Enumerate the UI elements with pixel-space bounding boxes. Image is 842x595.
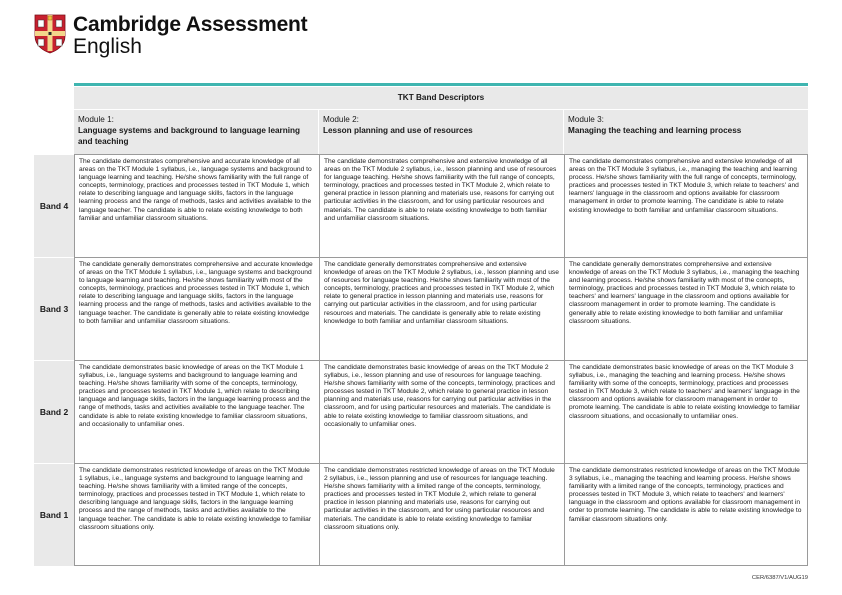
descriptor-cell: The candidate demonstrates basic knowledge of areas on the TKT Module 3 syllabus, i.e., managing the teaching and learning process. He/she shows familiarity with some of the concepts, terminology, practices and processes tested in TKT Module 3, which relate to teachers' and learners' language in the classroom and options available for classroom management in order to promote learning. The candidate is able to relate existing knowledge to familiar classroom situations, and occasionally to unfamiliar ones. xyxy=(564,360,808,463)
band-label: Band 2 xyxy=(34,360,74,463)
table-title-row xyxy=(34,87,808,110)
descriptor-cell: The candidate generally demonstrates comprehensive and accurate knowledge of areas on the TKT Module 1 syllabus, i.e., language systems and background to language learning and teaching. He/she shows familiarity with most of the concepts, terminology, practices and processes tested in TKT Module 1, which relate to describing language and language skills, factors in the language learning process and the range of methods, tasks and activities available to the language teacher. The candidate is generally able to relate existing knowledge to both familiar and unfamiliar classroom situations. xyxy=(74,257,319,360)
module-1-header xyxy=(74,110,319,154)
band-label: Band 4 xyxy=(34,154,74,257)
descriptor-cell: The candidate demonstrates restricted knowledge of areas on the TKT Module 1 syllabus, i.e., language systems and background to language learning and teaching. He/she shows familiarity with a limited range of the concepts, terminology, practices and processes tested in TKT Module 1, which relate to describing language and language skills, factors in the language learning process and the range of methods, tasks and activities available to the language teacher. The candidate is able to relate existing knowledge to familiar classroom situations only. xyxy=(74,463,319,566)
descriptor-cell: The candidate generally demonstrates comprehensive and extensive knowledge of areas on the TKT Module 3 syllabus, i.e., managing the teaching and learning process. He/she shows familiarity with most of the concepts, terminology, practices and processes tested in TKT Module 3, which relate to teachers' and learners' language in the classroom and options available for classroom management in order to promote learning. The candidate is generally able to relate existing knowledge to both familiar and unfamiliar classroom situations. xyxy=(564,257,808,360)
module-2-header xyxy=(319,110,564,154)
descriptor-cell: The candidate demonstrates restricted knowledge of areas on the TKT Module 3 syllabus, i.e., managing the teaching and learning process. He/she shows familiarity with a limited range of the concepts, terminology, practices and processes tested in TKT Module 3, which relate to teachers' and learners' language in the classroom and options available for classroom management in order to promote learning. The candidate is able to relate existing knowledge to familiar classroom situations only. xyxy=(564,463,808,566)
module-2-name: Module 2: xyxy=(323,115,359,124)
brand-logo xyxy=(34,14,307,57)
document-reference: CER/6387/V1/AUG19 xyxy=(751,575,808,581)
band-descriptors-table xyxy=(34,87,808,566)
descriptor-cell: The candidate demonstrates comprehensive and accurate knowledge of all areas on the TKT Module 1 syllabus, i.e., language systems and background to language learning and teaching. He/she shows familiarity with the full range of concepts, terminology, practices and processes tested in TKT Module 1, which relate to describing language and language skills, factors in the language learning process and the range of methods, tasks and activities available to the language teacher. The candidate is able to relate existing knowledge to both familiar and unfamiliar classroom situations. xyxy=(74,154,319,257)
descriptor-cell: The candidate demonstrates basic knowledge of areas on the TKT Module 2 syllabus, i.e., lesson planning and use of resources for language teaching. He/she shows familiarity with some of the concepts, terminology, practices and processes tested in TKT Module 2, which relate to general practice in lesson planning and materials use, reasons for carrying out particular activities in the classroom, and for using particular resources and materials. The candidate is able to relate existing knowledge to familiar classroom situations, and occasionally to unfamiliar ones. xyxy=(319,360,564,463)
table-title: TKT Band Descriptors xyxy=(74,87,808,110)
brand-name: Cambridge Assessment xyxy=(73,13,308,36)
accent-rule xyxy=(74,83,808,86)
band-label: Band 3 xyxy=(34,257,74,360)
module-1-subtitle: Language systems and background to language learning and teaching xyxy=(78,126,301,146)
descriptor-cell: The candidate generally demonstrates comprehensive and extensive knowledge of areas on the TKT Module 2 syllabus, i.e., lesson planning and use of resources for language teaching. He/she shows familiarity with most of the concepts, terminology, practices and processes tested in TKT Module 2, which relate to general practice in lesson planning and materials use, reasons for carrying out particular activities in the classroom, and for using particular resources and materials. The candidate is generally able to relate existing knowledge to both familiar and unfamiliar classroom situations. xyxy=(319,257,564,360)
descriptor-cell: The candidate demonstrates comprehensive and extensive knowledge of all areas on the TKT Module 2 syllabus, i.e., lesson planning and use of resources for language teaching. He/she shows familiarity with the full range of concepts, terminology, practices and processes tested in TKT Module 2, which relate to general practice in lesson planning and materials use, reasons for carrying out particular activities in the classroom, and for using particular resources and materials. The candidate is able to relate existing knowledge to both familiar and unfamiliar classroom situations. xyxy=(319,154,564,257)
module-1-name: Module 1: xyxy=(78,115,114,124)
band-label: Band 1 xyxy=(34,463,74,566)
table-row xyxy=(34,154,808,257)
descriptor-cell: The candidate demonstrates basic knowledge of areas on the TKT Module 1 syllabus, i.e., language systems and background to language learning and teaching. He/she shows familiarity with some of the concepts, terminology, practices and processes tested in TKT Module 1, which relate to describing language and language skills, factors in the language learning process and the range of methods, tasks and activities available to the language teacher. The candidate is able to relate existing knowledge to familiar classroom situations, and occasionally to unfamiliar ones. xyxy=(74,360,319,463)
university-shield-icon xyxy=(34,14,66,54)
table-row xyxy=(34,257,808,360)
module-header-row xyxy=(34,110,808,154)
table-row xyxy=(34,360,808,463)
descriptor-cell: The candidate demonstrates comprehensive and extensive knowledge of all areas on the TKT Module 3 syllabus, i.e., managing the teaching and learning process. He/she shows familiarity with the full range of concepts, terminology, practices and processes tested in TKT Module 3, which relate to teachers' and learners' language in the classroom and options available for classroom management in order to promote learning. The candidate is able to relate existing knowledge to both familiar and unfamiliar classroom situations. xyxy=(564,154,808,257)
descriptor-cell: The candidate demonstrates restricted knowledge of areas on the TKT Module 2 syllabus, i.e., lesson planning and use of resources for language teaching. He/she shows familiarity with a limited range of the concepts, terminology, practices and processes tested in TKT Module 2, which relate to general practice in lesson planning and materials use, reasons for carrying out particular activities in the classroom, and for using particular resources and materials. The candidate is able to relate existing knowledge to familiar classroom situations only. xyxy=(319,463,564,566)
module-3-header xyxy=(564,110,808,154)
brand-subname: English xyxy=(73,35,142,58)
module-2-subtitle: Lesson planning and use of resources xyxy=(323,126,473,135)
module-3-name: Module 3: xyxy=(568,115,604,124)
table-row xyxy=(34,463,808,566)
module-3-subtitle: Managing the teaching and learning process xyxy=(568,126,742,135)
